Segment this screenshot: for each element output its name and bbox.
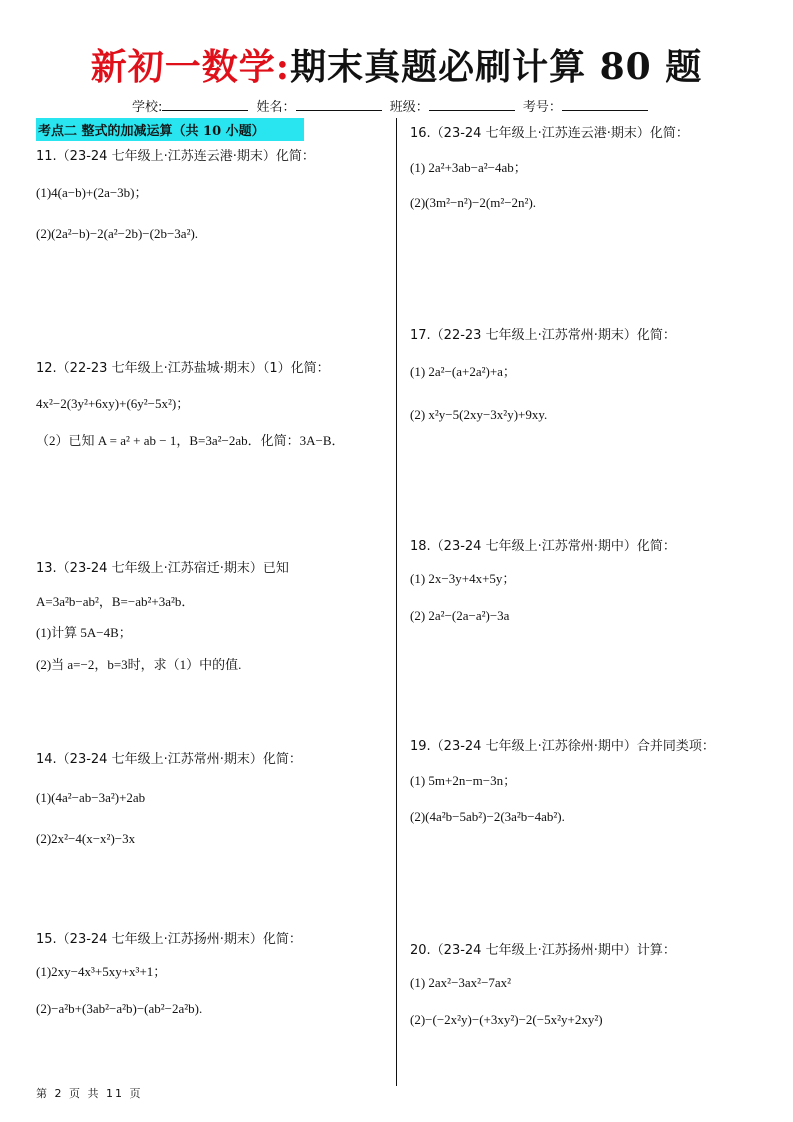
question-stem: 11.（23-24 七年级上·江苏连云港·期末）化简： <box>36 149 315 164</box>
title-red-part: 新初一数学: <box>90 46 291 88</box>
question-stem: 17.（22-23 七年级上·江苏常州·期末）化简： <box>410 328 676 343</box>
title-black-part: 期末真题必刷计算 80 题 <box>290 46 703 88</box>
question-20 <box>410 942 676 1027</box>
question-stem: 16.（23-24 七年级上·江苏连云港·期末）化简： <box>410 126 689 141</box>
question-stem: 12.（22-23 七年级上·江苏盐城·期末）（1）化简： <box>36 361 330 376</box>
question-part: (1) 5m+2n−m−3n； <box>410 773 517 788</box>
question-stem: 20.（23-24 七年级上·江苏扬州·期中）计算： <box>410 943 676 958</box>
school-field[interactable] <box>162 98 248 111</box>
exam-number-label: 考号： <box>522 100 562 115</box>
school-label: 学校: <box>132 100 163 115</box>
question-15 <box>36 931 302 1016</box>
question-part: (2) 2a²−(2a−a²)−3a <box>410 608 510 623</box>
question-part: (2)(2a²−b)−2(a²−2b)−(2b−3a²). <box>36 226 199 241</box>
question-11 <box>36 148 315 241</box>
class-label: 班级： <box>389 100 429 115</box>
question-part: (1)2xy−4x³+5xy+x³+1； <box>36 964 167 979</box>
question-stem: 18.（23-24 七年级上·江苏常州·期中）化简： <box>410 539 676 554</box>
question-14 <box>36 751 302 846</box>
question-part: (2)当 a=−2，b=3时，求（1）中的值. <box>36 657 242 672</box>
question-part: (1)(4a²−ab−3a²)+2ab <box>36 790 146 805</box>
question-12 <box>36 360 345 448</box>
question-part: (1) 2ax²−3ax²−7ax² <box>410 975 512 990</box>
question-stem: 13.（23-24 七年级上·江苏宿迁·期末）已知 <box>36 561 289 576</box>
question-part: (1) 2a²−(a+2a²)+a； <box>410 364 516 379</box>
student-info-row <box>132 96 652 115</box>
name-field[interactable] <box>296 98 382 111</box>
class-field[interactable] <box>429 98 515 111</box>
section-heading: 考点二 整式的加减运算（共 10 小题） <box>36 118 304 141</box>
question-18 <box>410 538 676 623</box>
question-16 <box>410 125 689 210</box>
name-label: 姓名： <box>256 100 296 115</box>
question-stem: 15.（23-24 七年级上·江苏扬州·期末）化简： <box>36 932 302 947</box>
question-part: (1) 2x−3y+4x+5y； <box>410 571 516 586</box>
question-part: (2)(3m²−n²)−2(m²−2n²). <box>410 195 537 210</box>
question-part: （2）已知 A = a² + ab − 1，B=3a²−2ab．化简：3A−B． <box>36 433 345 448</box>
question-19 <box>410 738 715 824</box>
question-part: (1)4(a−b)+(2a−3b)； <box>36 185 148 200</box>
question-part: (2)−a²b+(3ab²−a²b)−(ab²−2a²b). <box>36 1001 203 1016</box>
question-part: (2)−(−2x²y)−(+3xy²)−2(−5x²y+2xy²) <box>410 1012 603 1027</box>
exam-number-field[interactable] <box>562 98 648 111</box>
page-number: 第 2 页 共 11 页 <box>36 1087 143 1100</box>
question-stem: 19.（23-24 七年级上·江苏徐州·期中）合并同类项： <box>410 739 715 754</box>
question-part: (2) x²y−5(2xy−3x²y)+9xy. <box>410 407 548 422</box>
question-part: (1)计算 5A−4B； <box>36 625 132 640</box>
question-stem: 14.（23-24 七年级上·江苏常州·期末）化简： <box>36 752 302 767</box>
question-part: (2)(4a²b−5ab²)−2(3a²b−4ab²). <box>410 809 565 824</box>
question-part: A=3a²b−ab²，B=−ab²+3a²b． <box>36 594 195 609</box>
question-13 <box>36 560 289 672</box>
question-17 <box>410 327 676 422</box>
document-title <box>0 42 793 92</box>
question-part: (2)2x²−4(x−x²)−3x <box>36 831 136 846</box>
column-divider <box>396 118 397 1086</box>
question-part: 4x²−2(3y²+6xy)+(6y²−5x²)； <box>36 396 190 411</box>
question-part: (1) 2a²+3ab−a²−4ab； <box>410 160 527 175</box>
